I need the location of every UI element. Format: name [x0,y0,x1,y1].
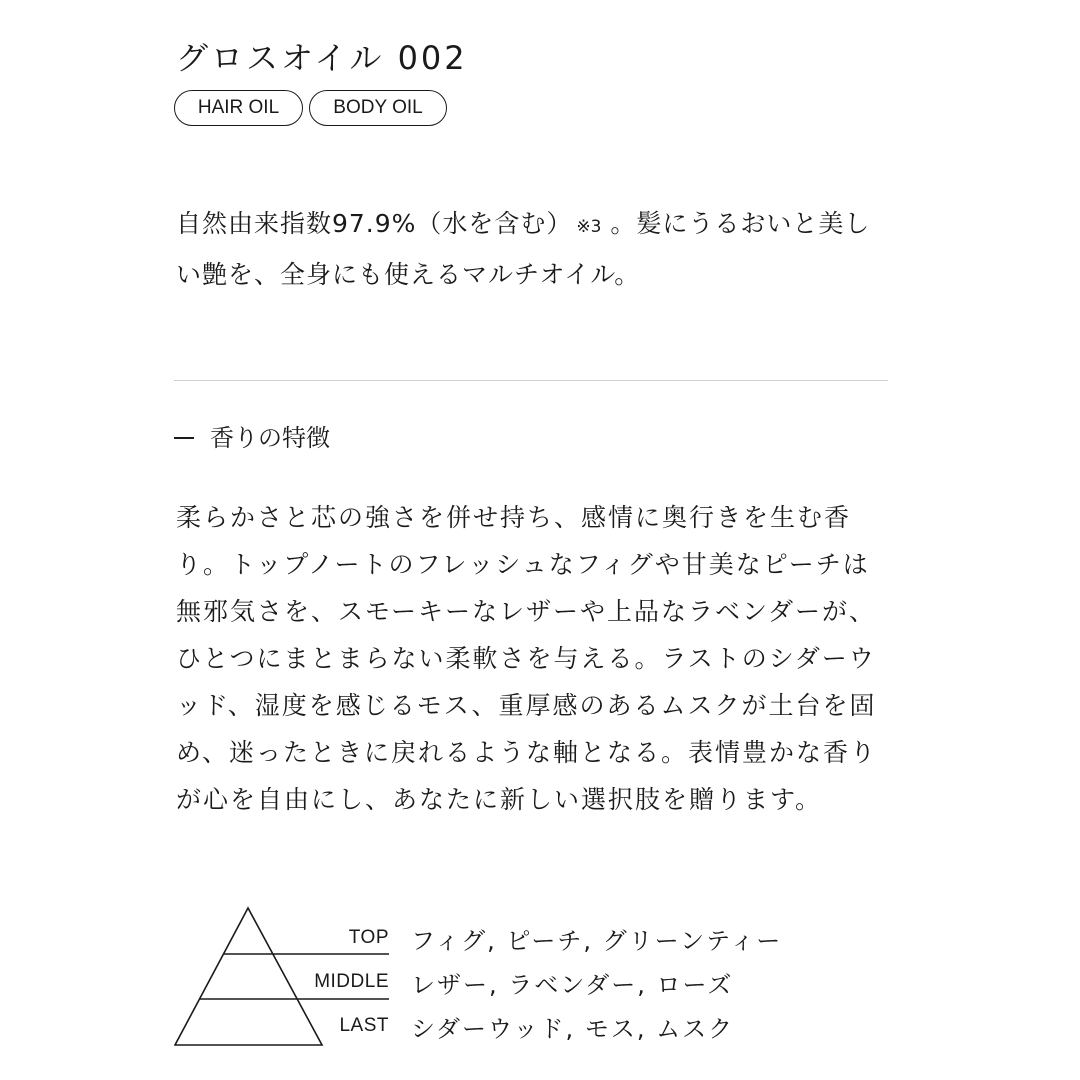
note-label-middle: MIDDLE [314,971,389,992]
note-label-top: TOP [348,927,389,948]
scent-description: 柔らかさと芯の強さを併せ持ち、感情に奥行きを生む香り。トップノートのフレッシュなフィグや甘美なピーチは無邪気さを、スモーキーなレザーや上品なラベンダーが、ひとつにまとまらない柔軟さを与える。ラストのシダーウッド、湿度を感じるモス、重厚感のあるムスクが土台を固め、迷ったときに戻れるような軸となる。表情豊かな香りが心を自由にし、あなたに新しい選択肢を贈ります。 [176,503,878,814]
category-tags [174,90,447,126]
note-label-last: LAST [339,1015,389,1036]
note-row-top [174,918,890,958]
section-heading [174,418,330,458]
description-text-lead: 自然由来指数97.9%（水を含む） [176,209,573,238]
description-text-rest: 。髪にうるおいと美しい艶を、全身にも使えるマルチオイル。 [176,209,871,289]
tag-body-oil[interactable]: BODY OIL [309,90,447,126]
note-row-middle [174,962,890,1002]
note-value-middle: レザー, ラベンダー, ローズ [411,970,734,999]
note-value-top: フィグ, ピーチ, グリーンティー [411,926,783,955]
note-value-last: シダーウッド, モス, ムスク [411,1014,735,1043]
tag-hair-oil[interactable]: HAIR OIL [174,90,303,126]
section-divider [174,380,888,381]
dash-icon [174,437,194,439]
note-row-last [174,1006,890,1046]
footnote-marker: ※3 [576,217,602,237]
product-detail [174,0,890,1080]
product-description [176,200,886,299]
section-heading-label: 香りの特徴 [210,424,330,452]
product-title: グロスオイル 002 [176,39,468,77]
fragrance-notes [174,905,890,1050]
